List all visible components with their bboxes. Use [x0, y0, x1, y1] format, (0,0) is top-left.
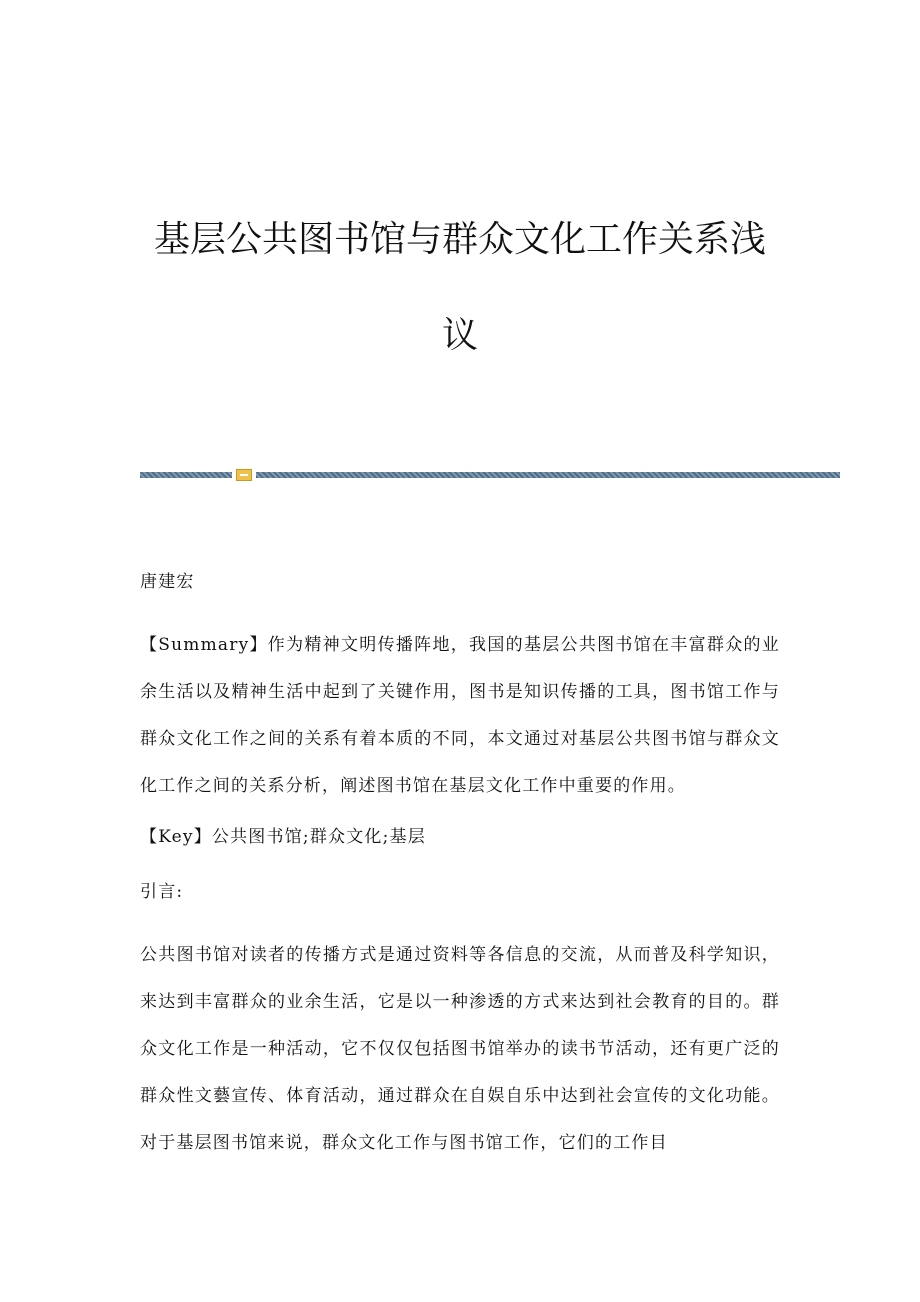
divider-ornament-icon: [236, 469, 252, 481]
title-divider: [140, 469, 840, 481]
author-name: 唐建宏: [140, 572, 195, 592]
divider-bar-left: [140, 472, 232, 478]
keywords-line: 【Key】公共图书馆;群众文化;基层: [140, 827, 426, 847]
body-paragraph: 公共图书馆对读者的传播方式是通过资料等各信息的交流，从而普及科学知识，来达到丰富群众的业余生活，它是以一种渗透的方式来达到社会教育的目的。群众文化工作是一种活动，它不仅仅包括图书馆举办的读书节活动，还有更广泛的群众性文藝宣传、体育活动，通过群众在自娱自乐中达到社会宣传的文化功能。对于基层图书馆来说，群众文化工作与图书馆工作，它们的工作目: [140, 945, 780, 1153]
intro-heading: 引言:: [140, 882, 184, 902]
document-title-line-1: 基层公共图书馆与群众文化工作关系浅: [153, 219, 766, 260]
divider-bar-right: [256, 472, 840, 478]
document-title-line-2: 议: [441, 315, 478, 356]
summary-paragraph: 【Summary】作为精神文明传播阵地，我国的基层公共图书馆在丰富群众的业余生活以及精神生活中起到了关键作用，图书是知识传播的工具，图书馆工作与群众文化工作之间的关系有着本质的不同，本文通过对基层公共图书馆与群众文化工作之间的关系分析，阐述图书馆在基层文化工作中重要的作用。: [140, 635, 780, 796]
